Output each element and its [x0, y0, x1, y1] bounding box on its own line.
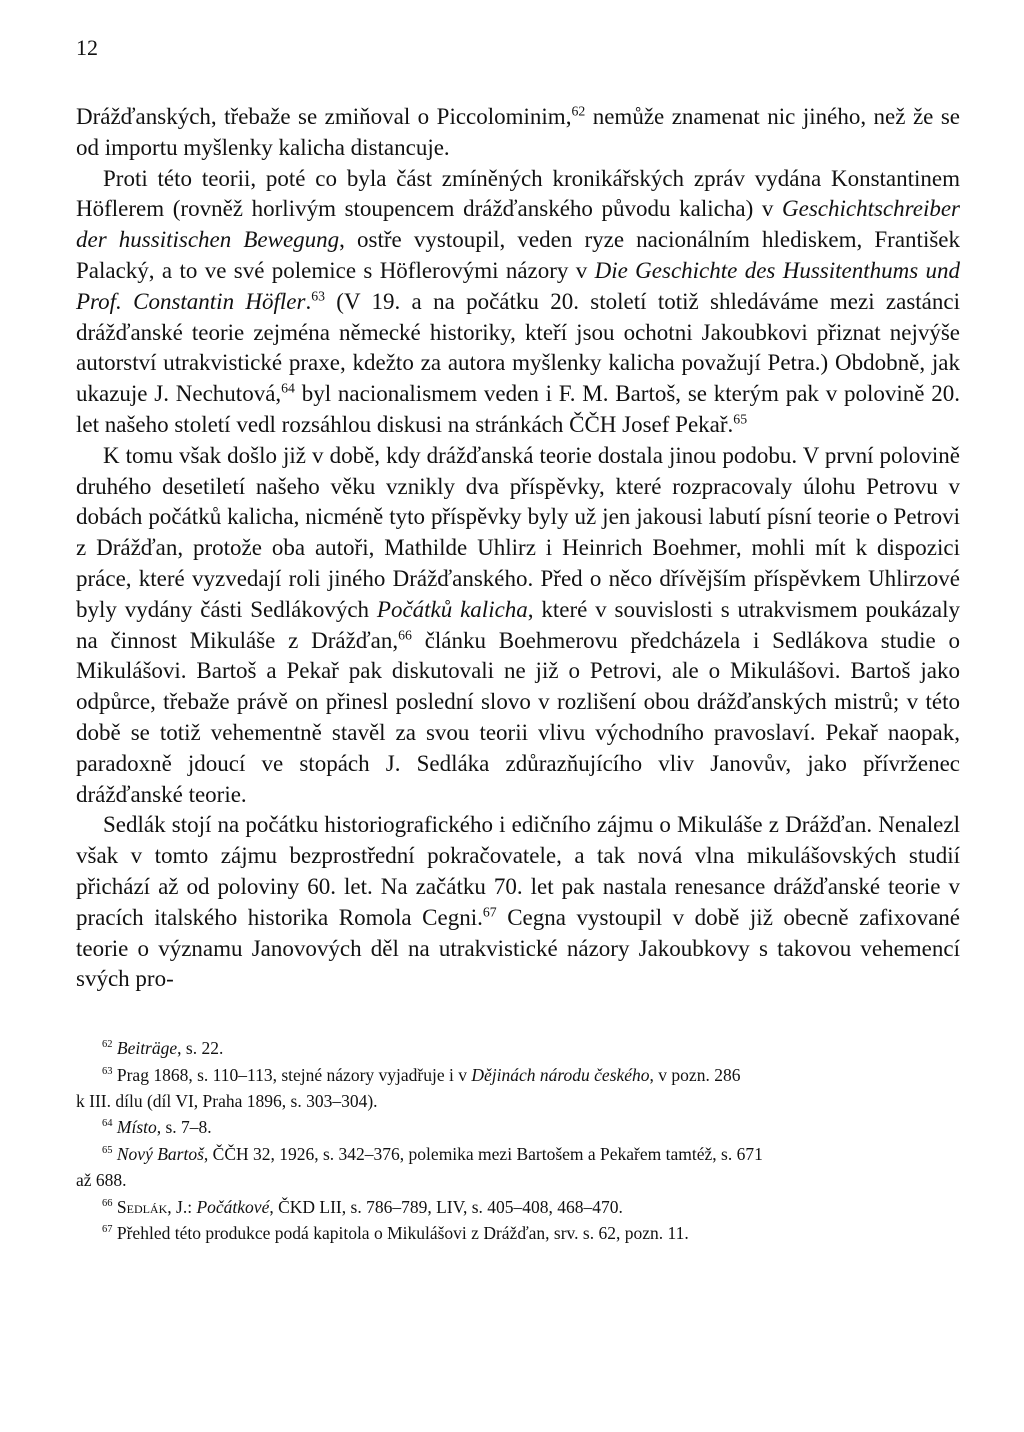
italic-text: Místo	[116, 1117, 157, 1138]
footnote	[76, 1088, 960, 1114]
text-run: , s. 22.	[177, 1038, 224, 1059]
paragraph	[76, 810, 960, 995]
page-number: 12	[76, 35, 98, 60]
footnote-ref: 64	[281, 380, 295, 396]
text-run: Proti této teorii, poté co byla část zmíněných kronikářských zpráv vydána Konstantinem Höflerem (rovněž horlivým stoupencem drážďanského původu kalicha) v	[76, 165, 960, 222]
text-run: Drážďanských, třebaže se zmiňoval o Piccolominim,	[76, 104, 572, 129]
footnote	[76, 1141, 960, 1167]
footnote-ref: 65	[102, 1144, 113, 1156]
main-text	[76, 102, 960, 995]
footnote	[76, 1062, 960, 1088]
footnote-ref: 65	[733, 411, 748, 427]
footnote-ref: 67	[102, 1224, 113, 1236]
text-run: , J.:	[167, 1196, 197, 1217]
text-run: byl nacionalismem veden i F. M. Bartoš, se kterým pak v polovině 20. let našeho století vedl rozsáhlou diskusi na stránkách ČČH Josef Pekař.	[76, 381, 960, 437]
footnote-ref: 63	[102, 1065, 113, 1077]
footnote	[76, 1220, 960, 1246]
footnote-ref: 62	[571, 103, 586, 119]
italic-text: Die Geschichte des Hussitenthums und Prof. Constantin Höfler	[76, 257, 961, 314]
text-run: , v pozn. 286	[649, 1064, 741, 1085]
italic-text: Beiträge	[116, 1038, 178, 1059]
text-run: (V 19. a na počátku 20. století totiž shledáváme mezi zastánci drážďanské teorie zejména německé historiky, kteří jsou ochotni Jakoubkovi přiznat nejvýše autorství utrakvistické praxe, kdežto za autora myšlenky kalicha považují Petra.) Obdobně, jak ukazuje J. Nechutová,	[76, 288, 960, 407]
footnote	[76, 1167, 960, 1193]
text-run: K tomu však došlo již v době, kdy drážďanská teorie dostala jinou podobu. V první polovině druhého desetiletí našeho věku vznikly dva příspěvky, které rozpracovaly úlohu Petrovu v dobách počátků kalicha, nicméně tyto příspěvky byly už jen jakousi labutí písní teorie o Petrovi z Drážďan, protože oba autoři, Mathilde Uhlirz i Heinrich Boehmer, mohli mít k dispozici práce, které vyzvedají roli jiného Drážďanského. Před o něco dřívějším příspěvkem Uhlirzové byly vydány části Sedlákových	[76, 442, 960, 622]
paragraph	[76, 102, 960, 164]
footnotes	[76, 1035, 960, 1246]
footnote	[76, 1114, 960, 1140]
italic-text: Počátkové	[196, 1196, 270, 1217]
text-run: k III. dílu (díl VI, Praha 1896, s. 303–304).	[76, 1090, 378, 1111]
footnote-ref: 63	[311, 288, 325, 304]
paragraph	[76, 441, 960, 811]
italic-text: Dějinách národu českého	[471, 1064, 650, 1085]
paragraph	[76, 164, 960, 441]
italic-text: Počátků kalicha	[376, 596, 528, 622]
text-run: , ČČH 32, 1926, s. 342–376, polemika mezi Bartošem a Pekařem tamtéž, s. 671	[203, 1143, 763, 1164]
text-run: , které v souvislosti s utrakvismem poukázaly na činnost Mikuláše z Drážďan,	[76, 596, 960, 653]
author-name: Sedlák	[116, 1196, 168, 1217]
footnote-ref: 66	[102, 1197, 113, 1209]
text-run: nemůže znamenat nic jiného, než že se od importu myšlenky kalicha distancuje.	[76, 104, 960, 160]
italic-text: Nový Bartoš	[116, 1143, 204, 1164]
footnote-ref: 66	[398, 626, 412, 642]
text-run: , s. 7–8.	[156, 1117, 212, 1138]
text-run: Cegna vystoupil v době již obecně zafixované teorie o významu Janovových děl na utrakvistické názory Jakoubkovy s takovou vehemencí svých pro-	[76, 904, 960, 992]
footnote-ref: 67	[482, 904, 497, 920]
text-run: Přehled této produkce podá kapitola o Mikulášovi z Drážďan, srv. s. 62, pozn. 11.	[112, 1222, 689, 1243]
footnote	[76, 1194, 960, 1220]
text-run: až 688.	[76, 1170, 127, 1191]
text-run: , ČKD LII, s. 786–789, LIV, s. 405–408, 468–470.	[269, 1196, 623, 1217]
text-run: Prag 1868, s. 110–113, stejné názory vyjadřuje i v	[112, 1064, 472, 1085]
footnote-ref: 64	[102, 1118, 113, 1130]
text-run: Sedlák stojí na počátku historiografického i edičního zájmu o Mikuláše z Drážďan. Nenalezl však v tomto zájmu bezprostřední pokračovatele, a tak nová vlna mikulášovských studií přichází až od poloviny 60. let. Na začátku 70. let pak nastala renesance drážďanské teorie v pracích italského historika Romola Cegni.	[76, 812, 960, 930]
footnote-ref: 62	[102, 1039, 113, 1051]
text-run: , ostře vystoupil, veden ryze nacionálním hlediskem, František Palacký, a to ve své polemice s Höflerovými názory v	[76, 227, 960, 283]
footnote	[76, 1035, 960, 1061]
text-run: .	[305, 288, 312, 314]
text-run: článku Boehmerovu předcházela i Sedlákova studie o Mikulášovi. Bartoš a Pekař pak diskutovali ne již o Petrovi, ale o Mikulášovi. Bartoš jako odpůrce, třebaže právě on přinesl poslední slovo v rozlišení obou drážďanských mistrů; v této době se totiž vehementně stavěl za svou teorii vlivu východního pravoslaví. Pekař naopak, paradoxně jdoucí ve stopách J. Sedláka zdůrazňujícího vliv Janovův, jako přívrženec drážďanské teorie.	[76, 627, 960, 807]
italic-text: Geschichtschreiber der hussitischen Bewegung	[76, 196, 960, 253]
